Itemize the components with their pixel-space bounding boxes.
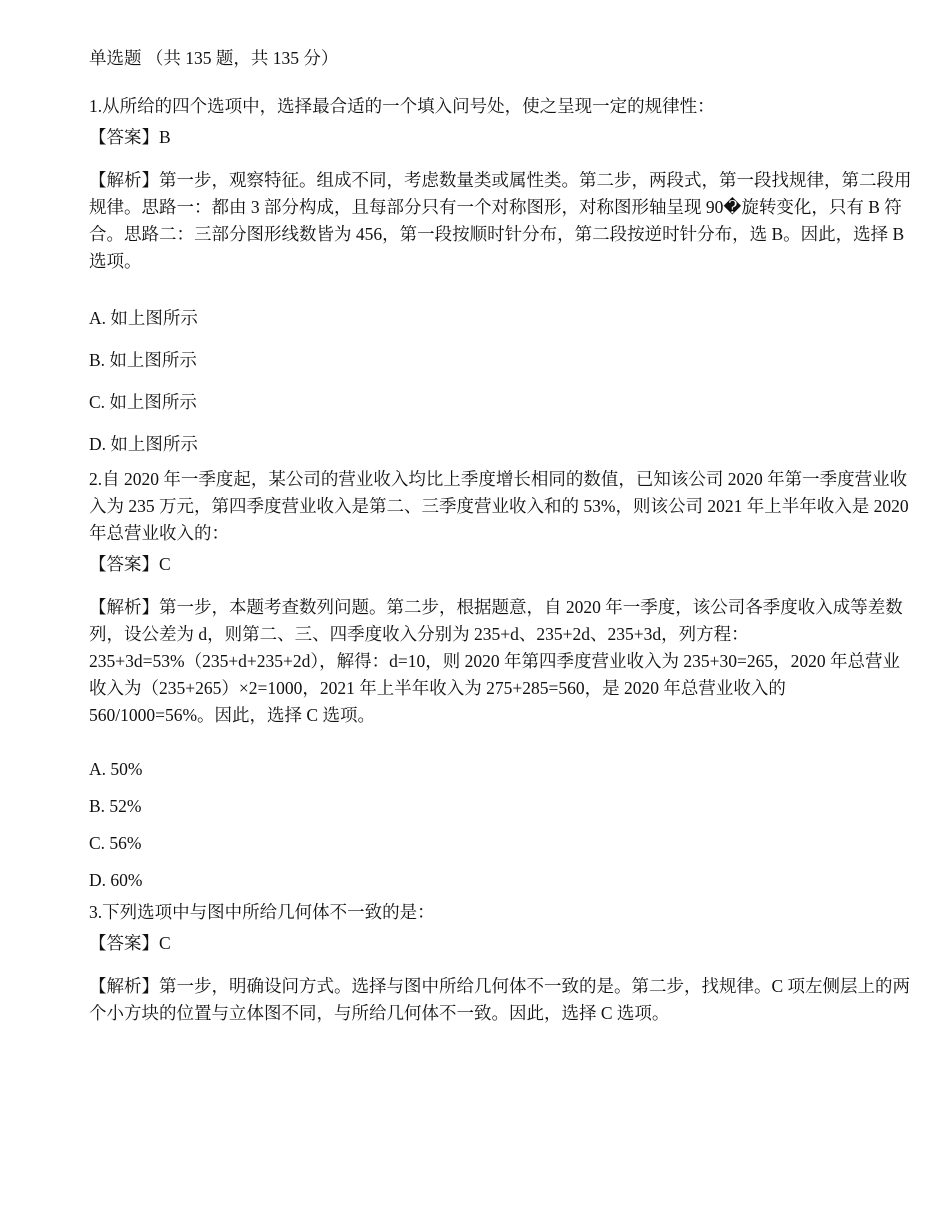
question-2 xyxy=(89,466,913,894)
option-b: B. 52% xyxy=(89,796,142,816)
option-d: D. 60% xyxy=(89,870,143,890)
option-c: C. 56% xyxy=(89,833,142,853)
option-a: A. 50% xyxy=(89,759,143,779)
answer-label: 【答案】B xyxy=(89,127,171,147)
question-stem: 3.下列选项中与图中所给几何体不一致的是： xyxy=(89,902,435,922)
question-1 xyxy=(89,93,913,458)
options-list xyxy=(89,305,913,458)
explanation-text: 【解析】第一步，明确设问方式。选择与图中所给几何体不一致的是。第二步，找规律。C 项左侧层上的两个小方块的位置与立体图不同，与所给几何体不一致。因此，选择 C 选项。 xyxy=(89,976,911,1023)
option-c: C. 如上图所示 xyxy=(89,392,197,412)
answer-label: 【答案】C xyxy=(89,554,171,574)
options-list xyxy=(89,756,913,894)
document-page xyxy=(89,45,913,1027)
explanation-text: 【解析】第一步，观察特征。组成不同，考虑数量类或属性类。第二步，两段式，第一段找规律，第二段用规律。思路一：都由 3 部分构成，且每部分只有一个对称图形，对称图形轴呈现 90�旋转变化，只有 B 符合。思路二：三部分图形线数皆为 456，第一段按顺时针分布，第二段按逆时针分布，选 B。因此，选择 B 选项。 xyxy=(89,170,912,271)
question-stem: 2.自 2020 年一季度起，某公司的营业收入均比上季度增长相同的数值，已知该公司 2020 年第一季度营业收入为 235 万元，第四季度营业收入是第二、三季度营业收入和的 53%，则该公司 2021 年上半年收入是 2020 年总营业收入的： xyxy=(89,469,909,543)
question-stem: 1.从所给的四个选项中，选择最合适的一个填入问号处，使之呈现一定的规律性： xyxy=(89,96,715,116)
option-d: D. 如上图所示 xyxy=(89,434,198,454)
answer-label: 【答案】C xyxy=(89,933,171,953)
explanation-text: 【解析】第一步，本题考查数列问题。第二步，根据题意，自 2020 年一季度，该公司各季度收入成等差数列，设公差为 d，则第二、三、四季度收入分别为 235+d、235+2d、235+3d，列方程：235+3d=53%（235+d+235+2d），解得：d=10，则 2020 年第四季度营业收入为 235+30=265，2020 年总营业收入为（235+265）×2=1000，2021 年上半年收入为 275+285=560，是 2020 年总营业收入的 560/1000=56%。因此，选择 C 选项。 xyxy=(89,597,903,725)
question-3 xyxy=(89,899,913,1027)
option-b: B. 如上图所示 xyxy=(89,350,197,370)
option-a: A. 如上图所示 xyxy=(89,308,198,328)
section-header: 单选题 （共 135 题，共 135 分） xyxy=(89,48,339,68)
